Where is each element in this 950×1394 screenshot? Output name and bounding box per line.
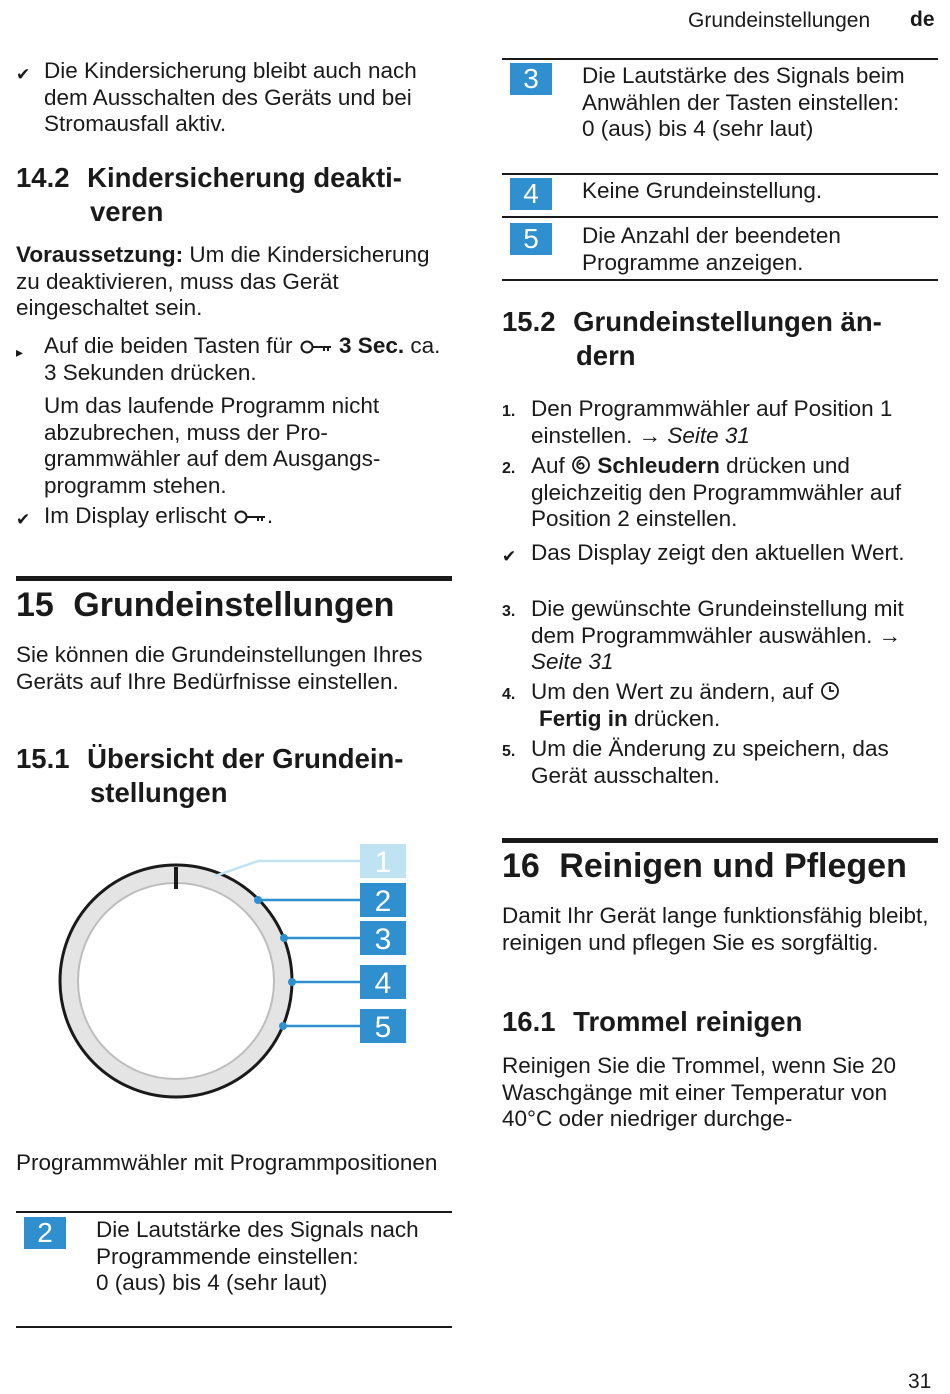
svg-text:4: 4 xyxy=(374,967,392,1000)
settings-table-row-2 xyxy=(16,1214,452,1324)
row-number-badge: 4 xyxy=(510,178,552,210)
page-number: 31 xyxy=(908,1370,932,1393)
position-badge-3 xyxy=(360,921,406,956)
program-selector-figure xyxy=(40,838,420,1108)
row-description: Die Lautstärke des Signals nach Programmende einstellen: 0 (aus) bis 4 (sehr laut) xyxy=(96,1217,419,1295)
row-number-badge: 5 xyxy=(510,223,552,255)
key-icon xyxy=(299,339,333,355)
paragraph-16: Damit Ihr Gerät lange funktionsfähig bleibt, reinigen und pflegen Sie es sorgfältig. xyxy=(502,903,929,955)
precondition: Voraussetzung: Um die Kindersicherung zu deaktivieren, muss das Gerät eingeschaltet sein. xyxy=(16,242,430,320)
action-step: ▸ Auf die beiden Tasten für 3 Sec. ca. 3 Sekunden drücken. xyxy=(16,333,441,385)
heading-14-2: 14.2 Kindersicherung deakti- veren xyxy=(16,162,402,227)
result-check-display: ✔ Im Display erlischt . xyxy=(16,503,456,530)
running-header-section: Grundeinstellungen xyxy=(688,9,871,32)
procedure-step-2: 2. Auf Schleudern drücken und gleichzeitig den Programmwähler auf Position 2 einstellen. xyxy=(502,453,902,531)
table-rule xyxy=(16,1326,452,1328)
leader-line-1 xyxy=(215,861,360,876)
figure-caption: Programmwähler mit Programmpositionen xyxy=(16,1150,438,1175)
row-number-badge: 3 xyxy=(510,63,552,95)
clock-icon xyxy=(820,681,840,701)
table-rule xyxy=(16,1211,452,1213)
settings-table-row-5 xyxy=(502,218,938,278)
procedure-step-4: 4. Um den Wert zu ändern, auf Fertig in drücken. xyxy=(502,679,938,732)
row-description: Keine Grundeinstellung. xyxy=(582,178,823,203)
step-number: 4. xyxy=(502,686,516,703)
row-description: Die Anzahl der beendeten Programme anzeigen. xyxy=(582,223,841,275)
leader-line-5 xyxy=(279,1022,360,1030)
procedure-step-3: 3. Die gewünschte Grundeinstellung mit dem Programmwähler auswählen. → Seite 31 xyxy=(502,596,904,674)
svg-text:3: 3 xyxy=(374,923,392,956)
heading-15-2: 15.2 Grundeinstellungen än- dern xyxy=(502,306,882,371)
section-rule xyxy=(502,838,938,843)
position-badge-4 xyxy=(360,965,406,1000)
result-check-display-value: ✔ Das Display zeigt den aktuellen Wert. xyxy=(502,540,938,567)
row-number-badge: 2 xyxy=(24,1217,66,1249)
heading-16-1: 16.1 Trommel reinigen xyxy=(502,1006,803,1037)
step-number: 2. xyxy=(502,460,516,477)
action-note: Um das laufende Programm nicht abzubrechen, muss der Programmwähler auf dem Ausgangsprogramm stehen. xyxy=(44,393,381,498)
step-number: 3. xyxy=(502,603,516,620)
section-rule xyxy=(16,576,452,581)
check-icon: ✔ xyxy=(16,65,31,84)
svg-text:2: 2 xyxy=(374,885,392,918)
position-badge-1 xyxy=(360,844,406,879)
language-tag: de xyxy=(910,8,935,31)
leader-line-3 xyxy=(280,934,360,942)
paragraph-16-1: Reinigen Sie die Trommel, wenn Sie 20 Waschgänge mit einer Temperatur von 40°C oder niedriger durchge- xyxy=(502,1053,896,1131)
heading-15: 15 Grundeinstellungen xyxy=(16,586,395,624)
leader-line-4 xyxy=(288,978,360,986)
check-icon: ✔ xyxy=(16,510,31,529)
page-reference[interactable]: Seite 31 xyxy=(531,649,614,674)
action-arrow-icon: ▸ xyxy=(16,344,24,360)
page-reference[interactable]: Seite 31 xyxy=(661,422,750,448)
procedure-step-5: 5. Um die Änderung zu speichern, das Gerät ausschalten. xyxy=(502,736,889,788)
spin-icon xyxy=(571,455,591,475)
heading-15-1: 15.1 Übersicht der Grundein- stellungen xyxy=(16,743,404,808)
procedure-step-1: 1. Den Programmwähler auf Position 1 einstellen. → Seite 31 xyxy=(502,396,893,448)
check-icon: ✔ xyxy=(502,547,517,566)
position-badge-5 xyxy=(360,1009,406,1044)
key-icon xyxy=(233,509,267,525)
svg-text:5: 5 xyxy=(374,1011,392,1044)
step-number: 1. xyxy=(502,403,516,420)
svg-text:1: 1 xyxy=(374,846,392,879)
settings-table-row-3 xyxy=(502,60,938,172)
settings-table-row-4 xyxy=(502,175,938,215)
heading-16: 16 Reinigen und Pflegen xyxy=(502,847,907,885)
table-rule xyxy=(502,279,938,281)
leader-line-2 xyxy=(254,896,360,904)
step-number: 5. xyxy=(502,743,516,760)
paragraph-15: Sie können die Grundeinstellungen Ihres Geräts auf Ihre Bedürfnisse einstellen. xyxy=(16,642,423,694)
result-check-child-lock: ✔ Die Kindersicherung bleibt auch nach dem Ausschalten des Geräts und bei Stromausfall aktiv. xyxy=(16,58,417,136)
row-description: Die Lautstärke des Signals beim Anwählen der Tasten einstellen: 0 (aus) bis 4 (sehr laut) xyxy=(582,63,905,141)
position-badge-2 xyxy=(360,883,406,918)
